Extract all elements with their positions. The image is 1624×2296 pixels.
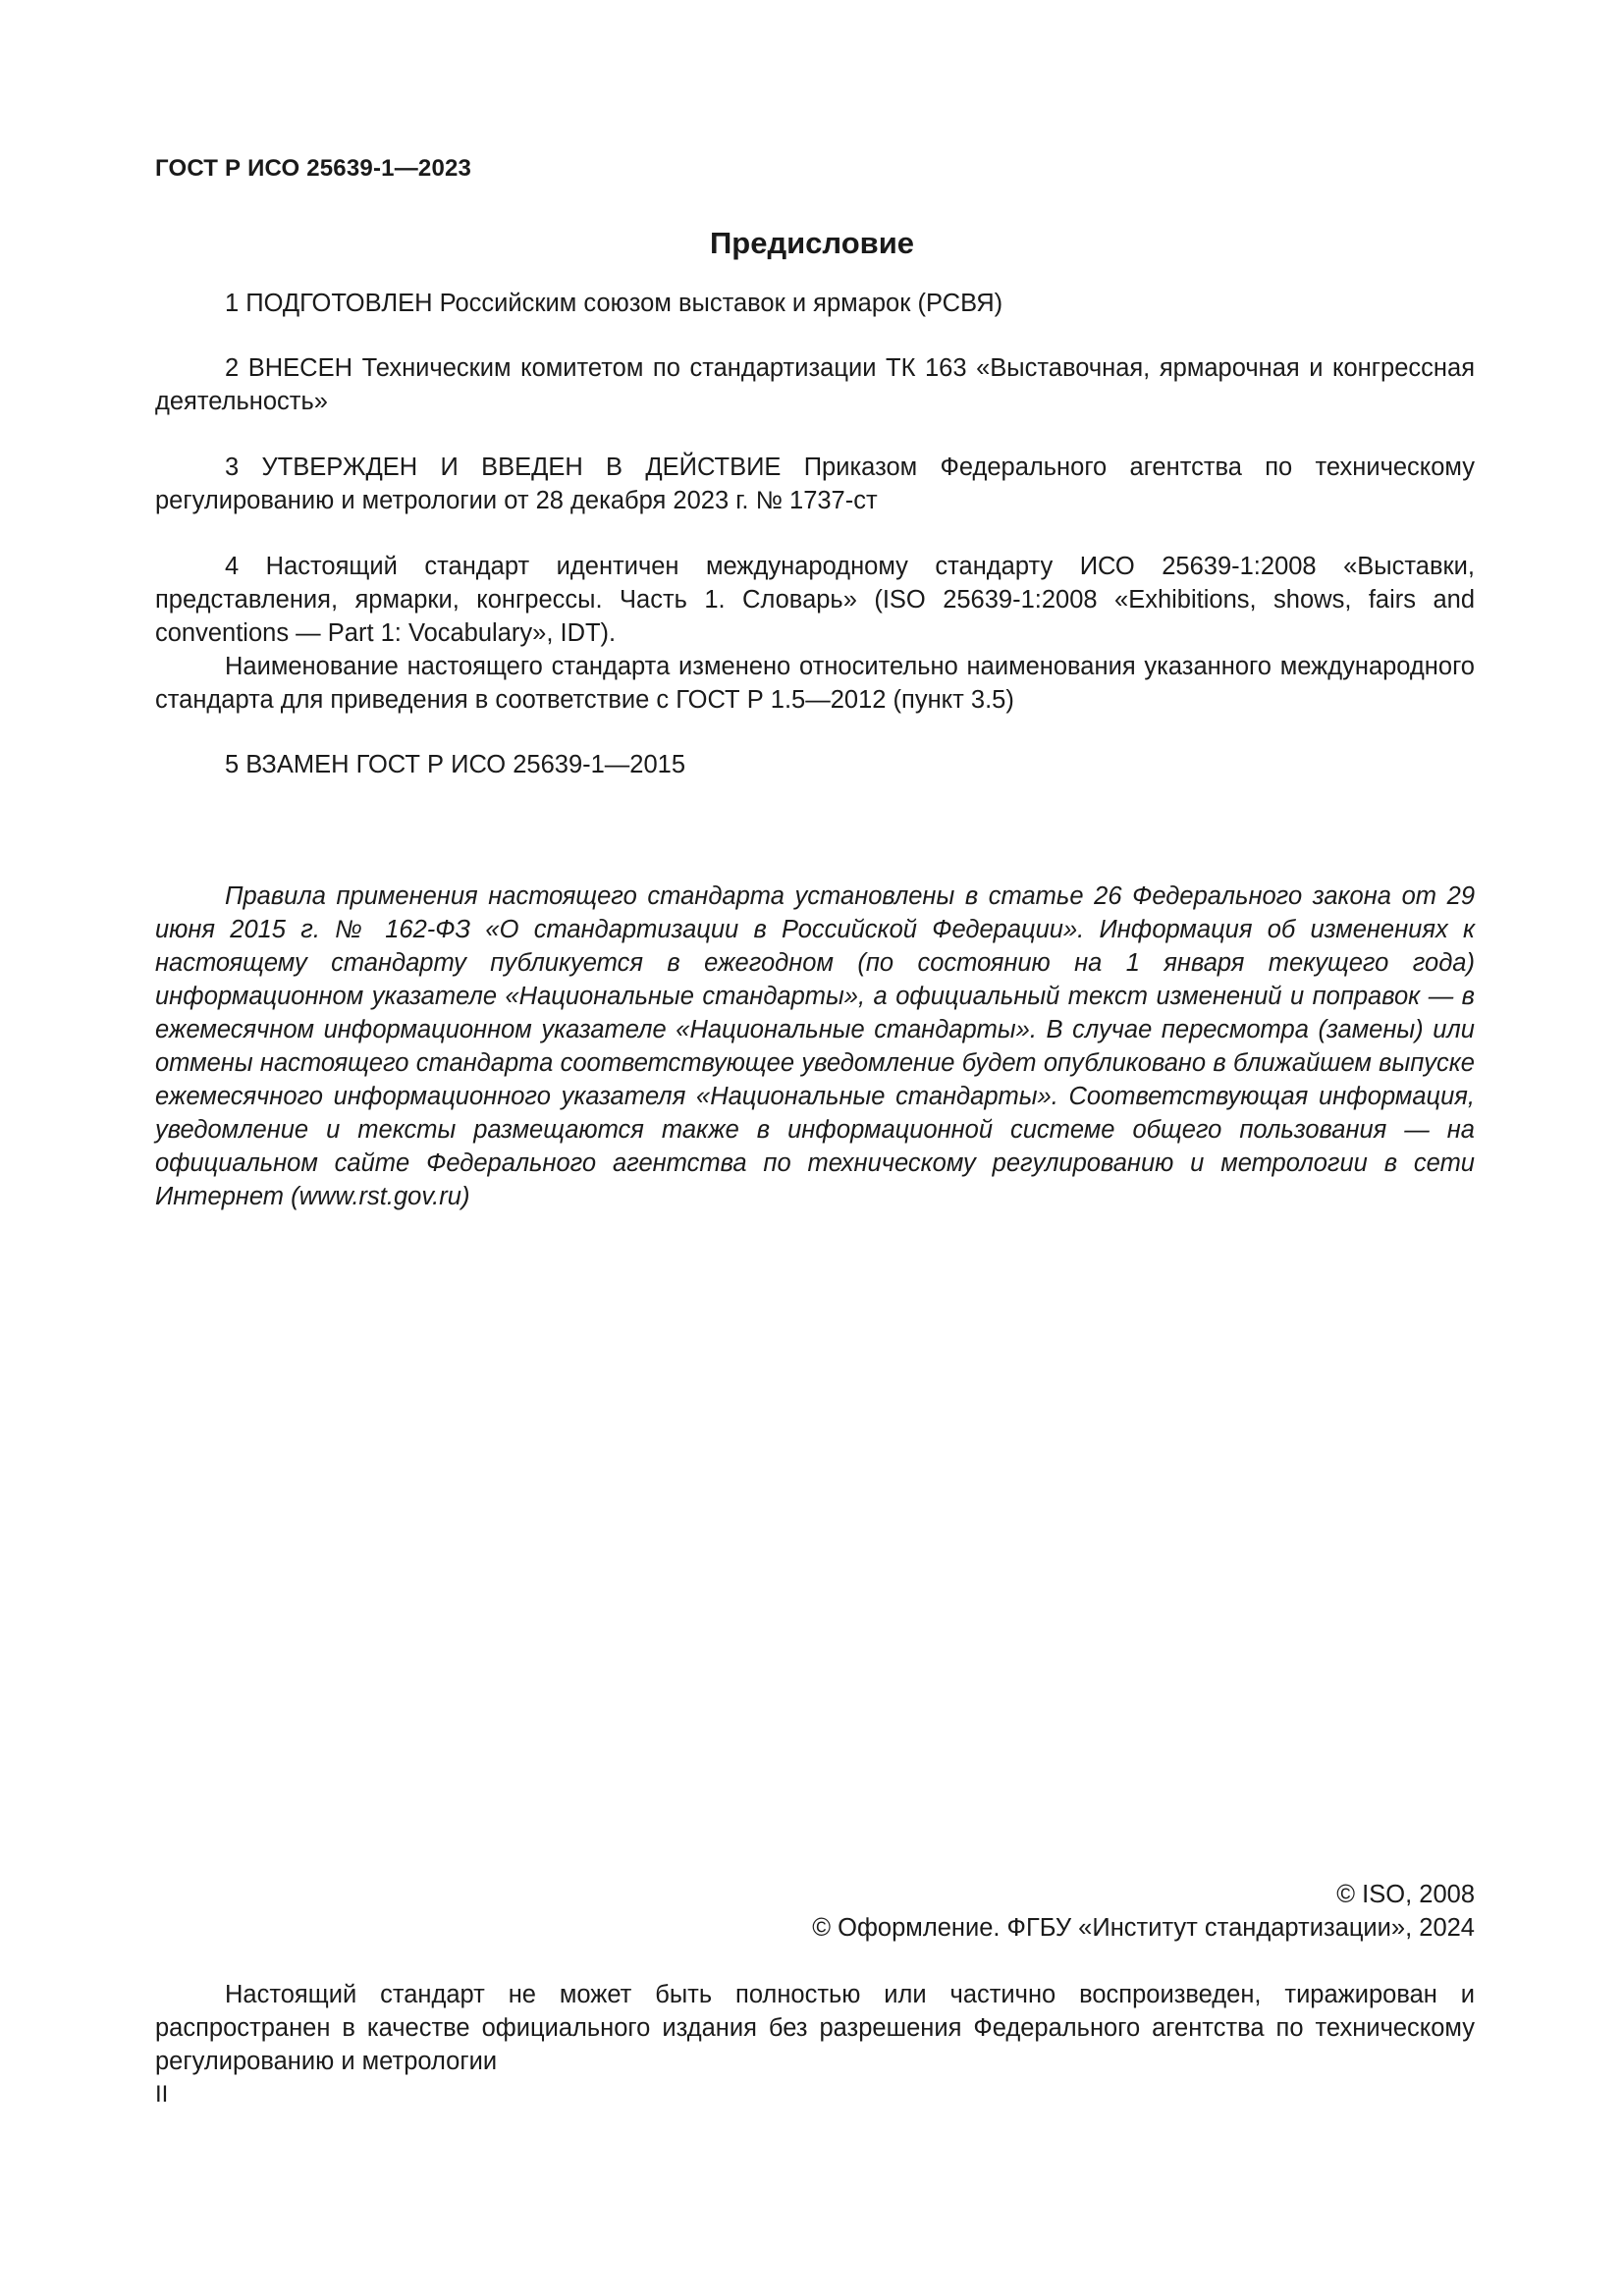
preface-item-1-text: 1 ПОДГОТОВЛЕН Российским союзом выставок и ярмарок (РСВЯ) bbox=[225, 290, 1003, 317]
standard-code-header: ГОСТ Р ИСО 25639-1—2023 bbox=[155, 155, 472, 182]
copyright-iso: © ISO, 2008 bbox=[1336, 1881, 1475, 1908]
page-title: Предисловие bbox=[709, 226, 914, 260]
preface-item-4-note: Наименование настоящего стандарта изменено относительно наименования указанного международного стандарта для приведения в соответствие с ГОСТ Р 1.5—2012 (пункт 3.5) bbox=[155, 653, 1475, 714]
preface-item-3 bbox=[155, 451, 1475, 517]
rules-notice bbox=[155, 880, 1475, 1213]
preface-item-3-text: 3 УТВЕРЖДЕН И ВВЕДЕН В ДЕЙСТВИЕ Приказом Федерального агентства по техническому регулированию и метрологии от 28 декабря 2023 г. № 1737-ст bbox=[155, 454, 1475, 514]
preface-item-4 bbox=[155, 550, 1475, 717]
copyright-design: © Оформление. ФГБУ «Институт стандартизации», 2024 bbox=[812, 1914, 1475, 1942]
preface-item-4-text: 4 Настоящий стандарт идентичен международному стандарту ИСО 25639-1:2008 «Выставки, представления, ярмарки, конгрессы. Часть 1. Словарь» (ISO 25639-1:2008 «Exhibitions, shows, fairs and conventions — Part 1: Vocabulary», IDT). bbox=[155, 553, 1475, 647]
preface-item-5-text: 5 ВЗАМЕН ГОСТ Р ИСО 25639-1—2015 bbox=[225, 751, 686, 778]
page-number: II bbox=[155, 2081, 169, 2108]
reproduction-notice-text: Настоящий стандарт не может быть полностью или частично воспроизведен, тиражирован и распространен в качестве официального издания без разрешения Федерального агентства по техническому регулированию и метрологии bbox=[155, 1981, 1475, 2075]
reproduction-notice bbox=[155, 1978, 1475, 2078]
preface-item-2 bbox=[155, 351, 1475, 418]
preface-item-1 bbox=[155, 287, 1475, 320]
preface-item-5 bbox=[155, 748, 1475, 781]
preface-item-2-text: 2 ВНЕСЕН Техническим комитетом по стандартизации ТК 163 «Выставочная, ярмарочная и конгрессная деятельность» bbox=[155, 354, 1475, 415]
rules-notice-text: Правила применения настоящего стандарта установлены в статье 26 Федерального закона от 29 июня 2015 г. № 162-ФЗ «О стандартизации в Российской Федерации». Информация об изменениях к настоящему стандарту публикуется в ежегодном (по состоянию на 1 января текущего года) информационном указателе «Национальные стандарты», а официальный текст изменений и поправок — в ежемесячном информационном указателе «Национальные стандарты». В случае пересмотра (замены) или отмены настоящего стандарта соответствующее уведомление будет опубликовано в ближайшем выпуске ежемесячного информационного указателя «Национальные стандарты». Соответствующая информация, уведомление и тексты размещаются также в информационной системе общего пользования — на официальном сайте Федерального агентства по техническому регулированию и метрологии в сети Интернет (www.rst.gov.ru) bbox=[155, 882, 1475, 1210]
